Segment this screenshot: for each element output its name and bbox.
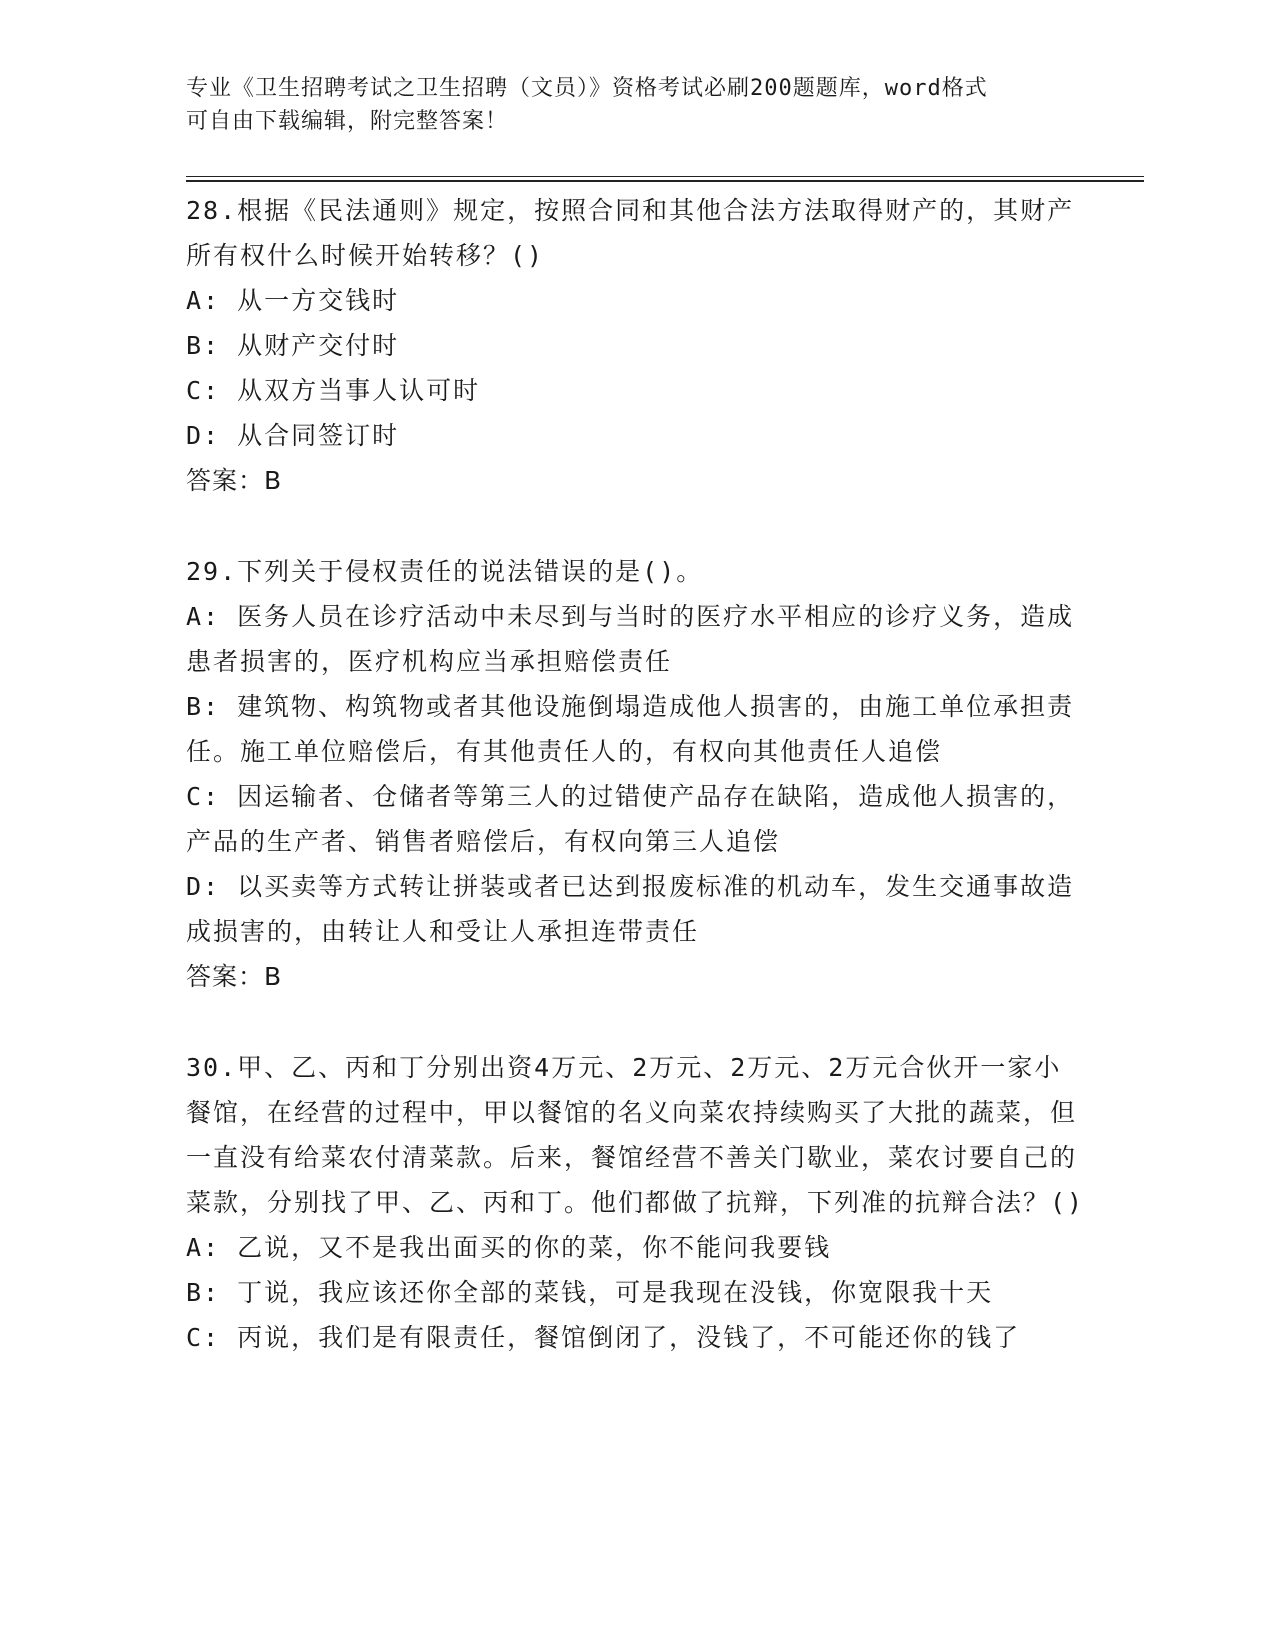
document-header	[186, 72, 1066, 138]
question-30	[186, 1045, 1086, 1360]
answer-label: 答案：B	[186, 962, 283, 991]
option-a: A: 乙说，又不是我出面买的你的菜，你不能问我要钱	[186, 1233, 832, 1262]
question-28	[186, 188, 1086, 503]
header-divider	[186, 176, 1144, 182]
option-d: D: 以买卖等方式转让拼装或者已达到报废标准的机动车，发生交通事故造成损害的，由转让人和受让人承担连带责任	[186, 872, 1075, 946]
question-29	[186, 549, 1086, 999]
option-c: C: 从双方当事人认可时	[186, 376, 481, 405]
question-text: 29.下列关于侵权责任的说法错误的是()。	[186, 557, 704, 586]
question-text: 30.甲、乙、丙和丁分别出资4万元、2万元、2万元、2万元合伙开一家小餐馆，在经营的过程中，甲以餐馆的名义向菜农持续购买了大批的蔬菜，但一直没有给菜农付清菜款。后来，餐馆经营不善关门歇业，菜农讨要自己的菜款，分别找了甲、乙、丙和丁。他们都做了抗辩，下列准的抗辩合法？()	[186, 1053, 1085, 1217]
header-line-2: 可自由下载编辑，附完整答案！	[186, 109, 509, 134]
answer-label: 答案：B	[186, 466, 283, 495]
option-c: C: 因运输者、仓储者等第三人的过错使产品存在缺陷，造成他人损害的，产品的生产者、销售者赔偿后，有权向第三人追偿	[186, 782, 1075, 856]
option-b: B: 丁说，我应该还你全部的菜钱，可是我现在没钱，你宽限我十天	[186, 1278, 994, 1307]
header-line-1: 专业《卫生招聘考试之卫生招聘（文员）》资格考试必刷200题题库，word格式	[186, 76, 988, 101]
option-c: C: 丙说，我们是有限责任，餐馆倒闭了，没钱了，不可能还你的钱了	[186, 1323, 1021, 1352]
option-a: A: 从一方交钱时	[186, 286, 400, 315]
question-text: 28.根据《民法通则》规定，按照合同和其他合法方法取得财产的，其财产所有权什么时候开始转移？()	[186, 196, 1075, 270]
question-list	[186, 188, 1086, 1406]
option-b: B: 从财产交付时	[186, 331, 400, 360]
option-d: D: 从合同签订时	[186, 421, 400, 450]
option-b: B: 建筑物、构筑物或者其他设施倒塌造成他人损害的，由施工单位承担责任。施工单位赔偿后，有其他责任人的，有权向其他责任人追偿	[186, 692, 1075, 766]
option-a: A: 医务人员在诊疗活动中未尽到与当时的医疗水平相应的诊疗义务，造成患者损害的，医疗机构应当承担赔偿责任	[186, 602, 1075, 676]
